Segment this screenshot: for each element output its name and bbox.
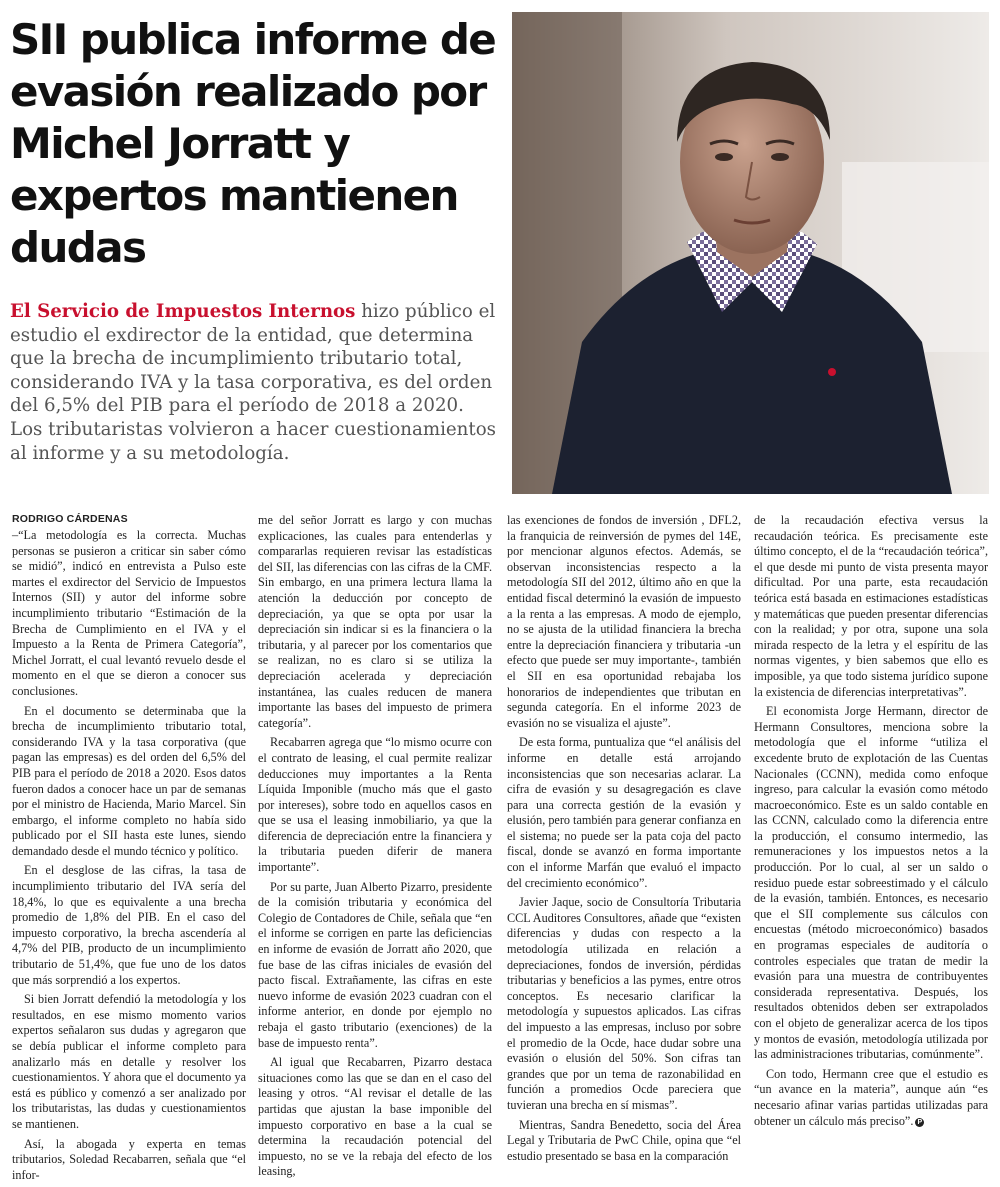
paragraph: De esta forma, puntualiza que “el análisis del informe en detalle está arrojando inconsistencias que son necesarias aclarar. La cifra de evasión y su desagregación es clave para una correcta gestión de la evasión y elusión, pero también para generar confianza en el sistema; no puede ser la pata coja del pacto fiscal, donde se avanzó en forma importante con el informe Marfán que evaluó el impacto del crecimiento económico”.	[507, 735, 741, 890]
deck-text: hizo público el estudio el exdirector de la entidad, que determina que la brecha de incumplimiento tributario total, considerando IVA y la tasa corporativa, es del orden del 6,5% del PIB para el período de 2018 a 2020. Los tributaristas volvieron a hacer cuestionamientos al informe y a su metodología.	[10, 301, 496, 464]
paragraph: Por su parte, Juan Alberto Pizarro, presidente de la comisión tributaria y económica del Colegio de Contadores de Chile, señala que “en el informe se corrigen en parte las deficiencias en informe de evasión de Jorratt año 2020, que fue base de las cifras iniciales de evasión del pacto fiscal. Extrañamente, las cifras en este nuevo informe de evasión 2023 cuadran con el informe anterior, en donde por ejemplo no rebaja el gasto tributario (exenciones) de la base de impuesto renta”.	[258, 879, 492, 1050]
paragraph: En el desglose de las cifras, la tasa de incumplimiento tributario del IVA sería del 18,4%, lo que es equivalente a una brecha promedio de 1,8% del PIB. En el caso del impuesto corporativo, la brecha ascendería al 4,7% del PIB, producto de un incumplimiento tributario de 51,4%, que fue uno de los datos que más sorprendió a los expertos.	[12, 863, 246, 987]
paragraph: Así, la abogada y experta en temas tributarios, Soledad Recabarren, señala que “el infor-	[12, 1136, 246, 1182]
column-4	[754, 513, 988, 1133]
column-1	[12, 528, 246, 1187]
paragraph-text: Con todo, Hermann cree que el estudio es “un avance en la materia”, aunque aún “es necesario afinar varias partidas utilizadas para obtener un cálculo más preciso”.	[754, 1066, 988, 1128]
deck-lead: El Servicio de Impuestos Internos	[10, 301, 356, 322]
paragraph: Javier Jaque, socio de Consultoría Tributaria CCL Auditores Consultores, añade que “existen diferencias y dudas con respecto a la metodología utilizada en relación a depreciaciones, fondos de inversión, pérdidas tributarias y beneficios a las pymes, entre otros conceptos. Es necesario clarificar la metodología y supuestos aplicados. Las cifras del impuesto a las empresas, incluso por sobre el promedio de la Ocde, hace dudar sobre una evasión o elusión del 50%. Son cifras tan grandes que por un tema de razonabilidad en función a promedios Ocde pareciera que tuvieran una brecha en sí mismas”.	[507, 895, 741, 1112]
end-mark-icon: P	[915, 1118, 924, 1127]
paragraph: Mientras, Sandra Benedetto, socia del Área Legal y Tributaria de PwC Chile, opina que “el estudio presentado se basa en la comparación	[507, 1117, 741, 1163]
paragraph: En el documento se determinaba que la brecha de incumplimiento tributario total, considerando IVA y la tasa corporativa (que pagan las empresas) es del orden del 6,5% del PIB para el período de 2018 a 2020. Esos datos fueron dados a conocer hace un par de semanas por el ministro de Hacienda, Mario Marcel. Sin embargo, el informe completo no había sido publicado por el SII hasta este lunes, siendo demandado desde el mundo técnico y político.	[12, 703, 246, 858]
deck	[10, 300, 502, 465]
paragraph: Recabarren agrega que “lo mismo ocurre con el contrato de leasing, el cual permite realizar deducciones muy importantes a la Renta Líquida Imponible (mucho más que el gasto por intereses), sobre todo en aquellos casos en que se usa el leasing inmobiliario, ya que la diferencia de depreciación entre la financiera y la tributaria pueden diferir de manera importante”.	[258, 735, 492, 875]
paragraph: las exenciones de fondos de inversión , DFL2, la franquicia de reinversión de pymes del 14E, por mencionar algunos efectos. Además, se observan inconsistencias respecto a la metodología SII del 2012, último año en que la entidad fiscal determinó la evasión de impuesto a la renta a las empresas. A modo de ejemplo, no se ajusta de la utilidad financiera la brecha entre la depreciación financiera y tributaria -un efecto que puede ser muy importante-, también el SII en esa oportunidad rebajaba los honorarios de independientes que tributan en segunda categoría. En el informe 2023 de evasión no se visualiza el ajuste”.	[507, 513, 741, 730]
byline: RODRIGO CÁRDENAS	[12, 513, 128, 525]
column-3	[507, 513, 741, 1168]
column-2	[258, 513, 492, 1184]
paragraph: de la recaudación efectiva versus la recaudación teórica. Es precisamente este último concepto, el de la “recaudación teórica”, el que desde mi punto de vista presenta mayor dificultad. Por una parte, esta recaudación teórica está basada en estimaciones estadísticas y matemáticas que pueden presentar diferencias con la realidad; y por otra, supone una sola mirada respecto de la letra y el espíritu de las normas vigentes, y bien sabemos que ello es imposible, ya que todo sistema jurídico supone la existencia de diferencias interpretativas”.	[754, 513, 988, 699]
portrait-photo	[512, 12, 989, 494]
last-paragraph	[754, 1067, 988, 1129]
paragraph: Al igual que Recabarren, Pizarro destaca situaciones como las que se dan en el caso del leasing y otros. “Al revisar el detalle de las partidas que ajustan la base imponible del impuesto corporativo en base a la cual se determina la recaudación potencial del impuesto, no se ve la rebaja del efecto de los leasing,	[258, 1055, 492, 1179]
paragraph: me del señor Jorratt es largo y con muchas explicaciones, las cuales para entenderlas y compararlas requieren revisar las estadísticas del SII, las diferencias con las cifras de la CMF. Sin embargo, en una primera lectura llama la atención la deducción por concepto de depreciación, ya que se opta por usar la depreciación sin indicar si es la financiera o la tributaria, y al parecer por los comentarios que se realizan, no es claro si se utiliza la depreciación acelerada y depreciación instantánea, las cuales reducen de manera importante las bases del impuesto de primera categoría”.	[258, 513, 492, 730]
paragraph: El economista Jorge Hermann, director de Hermann Consultores, menciona sobre la metodología que el informe “utiliza el excedente bruto de explotación de las Cuentas Nacionales (CCNN), medida como enfoque ingreso, para calcular la evasión como método macroeconómico. Este es un saldo contable en las CCNN, calculado como la diferencia entre la producción, el consumo intermedio, las remuneraciones y los impuestos netos a la producción. Por lo cual, al ser un saldo o residuo puede estar sobreestimado y el cálculo de la evasión, también. Entonces, es necesario que el SII complemente sus cálculos con encuestas (método microeconómico) basados en programas especiales de auditoría o controles especiales que tratan de medir la evasión para una muestra de contribuyentes considerada representativa. Después, los resultados obtenidos deben ser extrapolados con el objeto de generalizar acerca de los tipos y montos de evasión, metodología utilizada por las administraciones tributarias, comúnmente”.	[754, 704, 988, 1062]
headline: SII publica informe de evasión realizado por Michel Jorratt y expertos mantienen dudas	[10, 15, 496, 272]
paragraph: Si bien Jorratt defendió la metodología y los resultados, en ese mismo momento varios expertos señalaron sus dudas y agregaron que se debía publicar el informe completo para analizarlo más en detalle y resolver los cuestionamientos. Y ahora que el documento ya está es público y comenzó a ser analizado por los tributaristas, las dudas y cuestionamientos se mantienen.	[12, 992, 246, 1131]
paragraph: –“La metodología es la correcta. Muchas personas se pusieron a criticar sin saber cómo se midió”, indicó en entrevista a Pulso este martes el exdirector del Servicio de Impuestos Internos (SII) y autor del informe sobre incumplimiento tributario “Estimación de la Brecha de Cumplimiento en el IVA y el Impuesto a la Renta de Primera Categoría”, Michel Jorratt, el cual levantó revuelo desde el momento en el que se dieron a conocer sus conclusiones.	[12, 528, 246, 698]
